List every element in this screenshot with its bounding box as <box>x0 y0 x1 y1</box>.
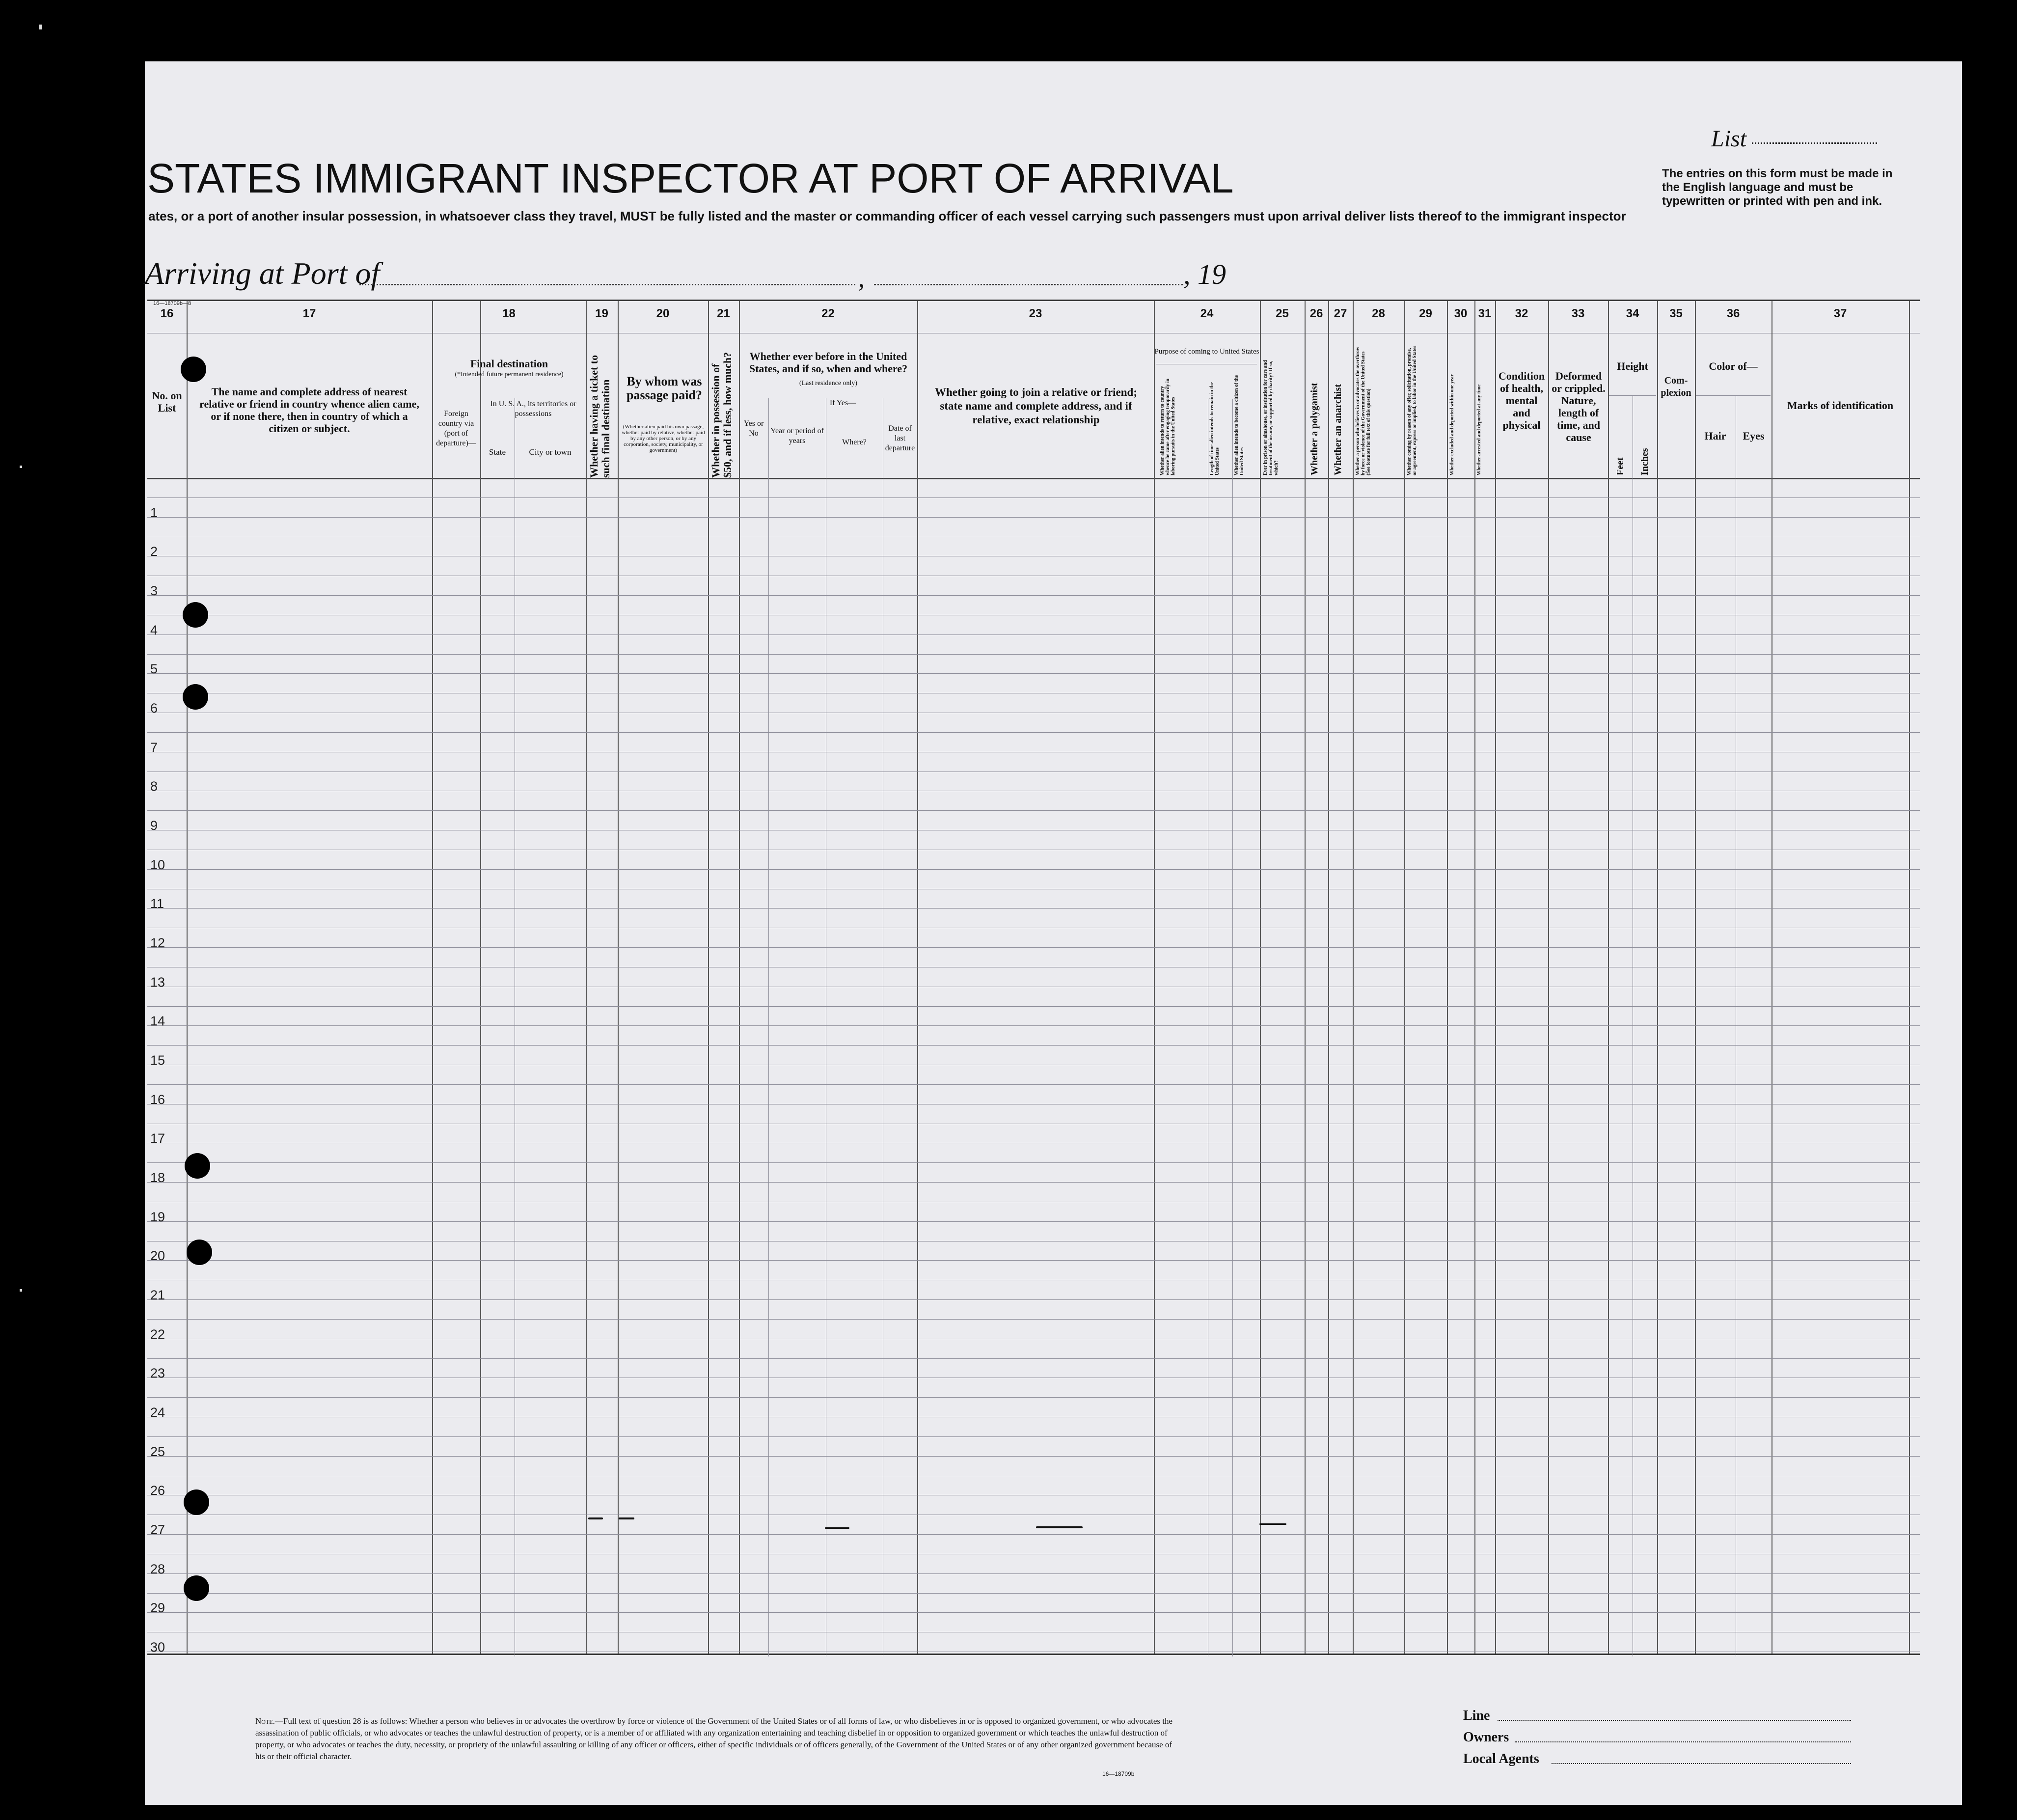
row-rule <box>147 1162 1920 1163</box>
comma: , <box>858 265 865 293</box>
form-code: 16—18709b—8 <box>153 301 191 306</box>
row-rule <box>147 1534 1920 1535</box>
col-33-label: Deformed or crippled. Nature, length of time, and cause <box>1552 370 1606 443</box>
row-rule <box>147 1299 1920 1300</box>
film-speck <box>20 1289 22 1292</box>
col-24-a: Whether alien intends to return to country whence he came after engaging temporarily in laboring pursuits in the United States <box>1160 379 1176 475</box>
row-number: 22 <box>150 1326 165 1342</box>
row-number: 2 <box>150 544 158 559</box>
row-number: 17 <box>150 1131 165 1146</box>
col-34-number: 34 <box>1626 307 1639 320</box>
col-31-number: 31 <box>1478 307 1492 320</box>
col-36-eyes: Eyes <box>1743 430 1765 442</box>
row-rule <box>147 654 1920 655</box>
row-rule <box>147 1436 1920 1437</box>
film-speck <box>39 25 42 29</box>
row-rule <box>147 634 1920 635</box>
row-number: 1 <box>150 505 158 520</box>
row-number: 28 <box>150 1561 165 1576</box>
row-rule <box>147 1045 1920 1046</box>
footer-form-code: 16—18709b <box>1102 1770 1135 1777</box>
col-18-number: 18 <box>502 307 516 320</box>
ink-mark <box>825 1527 849 1529</box>
row-number: 19 <box>150 1209 165 1224</box>
col-22-where: Where? <box>842 438 867 446</box>
col-28-label: Whether a person who believes in or advocates the overthrow by force or violence of the Government of the United States (See footnote for full text of this question) <box>1355 347 1371 475</box>
row-number: 10 <box>150 857 165 872</box>
punch-hole <box>184 1575 209 1601</box>
list-label: List <box>1711 126 1747 152</box>
col-33-number: 33 <box>1571 307 1585 320</box>
col-22-label: Whether ever before in the United States, and if so, when and where? <box>749 350 908 375</box>
row-rule <box>147 869 1920 870</box>
col-28-number: 28 <box>1372 307 1385 320</box>
col-24-c: Whether alien intends to become a citizen of the United States <box>1234 375 1245 475</box>
col-34-inches: Inches <box>1639 448 1650 475</box>
row-number: 4 <box>150 622 158 637</box>
col-22-ifyes: If Yes— <box>829 399 856 407</box>
col-36-label: Color of— <box>1709 360 1758 372</box>
col-20-sub: (Whether alien paid his own passage, whether paid by relative, whether paid by any other person, or by any corporation, society, municipality, or government) <box>622 424 705 453</box>
row-rule <box>147 732 1920 733</box>
row-rule <box>147 947 1920 948</box>
row-number: 26 <box>150 1483 165 1498</box>
row-number: 8 <box>150 779 158 794</box>
col-18-sub: (*Intended future permanent residence) <box>455 371 564 378</box>
punch-hole <box>185 1153 210 1179</box>
row-number: 14 <box>150 1014 165 1029</box>
ink-mark <box>1036 1526 1083 1528</box>
row-number: 15 <box>150 1053 165 1068</box>
col-36-number: 36 <box>1726 307 1740 320</box>
col-22-number: 22 <box>821 307 835 320</box>
row-rule <box>147 1182 1920 1183</box>
ink-mark <box>1259 1523 1286 1525</box>
col-29-number: 29 <box>1419 307 1432 320</box>
row-rule <box>147 1319 1920 1320</box>
row-number: 16 <box>150 1092 165 1107</box>
col-20-number: 20 <box>656 307 670 320</box>
row-rule <box>147 1612 1920 1613</box>
row-number: 7 <box>150 740 158 755</box>
row-rule <box>147 673 1920 674</box>
col-17-label: The name and complete address of nearest relative or friend in country whence alien came, or if none there, then in country of which a citizen or subject. <box>199 386 419 435</box>
agents-label: Local Agents <box>1463 1751 1539 1766</box>
col-35-number: 35 <box>1669 307 1683 320</box>
col-22-year: Year or period of years <box>770 427 824 445</box>
port-field[interactable] <box>359 284 855 285</box>
ink-mark <box>588 1517 603 1519</box>
row-rule <box>147 497 1920 498</box>
punch-hole <box>184 1489 209 1515</box>
list-number-field[interactable] <box>1752 142 1877 144</box>
row-number: 12 <box>150 936 165 950</box>
col-30-number: 30 <box>1454 307 1468 320</box>
line-field[interactable] <box>1498 1720 1851 1721</box>
year-prefix: , 19 <box>1183 258 1226 290</box>
footnote-lead: Note. <box>255 1716 275 1726</box>
col-35-label: Com-plexion <box>1661 375 1691 398</box>
col-18-foreign: Foreign country via (port of departure)— <box>436 410 476 447</box>
col-16-number: 16 <box>160 307 174 320</box>
row-rule <box>147 1006 1920 1007</box>
row-rule <box>147 1397 1920 1398</box>
col-16-label: No. on List <box>152 389 182 414</box>
row-rule <box>147 1593 1920 1594</box>
row-number: 18 <box>150 1170 165 1185</box>
row-number: 29 <box>150 1600 165 1616</box>
row-number: 11 <box>150 896 164 911</box>
col-22-yesno: Yes or No <box>743 419 764 438</box>
form-instructions: The entries on this form must be made in the English language and must be typewritten or printed with pen and ink. <box>1662 167 1893 208</box>
line-label: Line <box>1463 1708 1490 1723</box>
col-30-label: Whether excluded and deported within one year <box>1449 374 1455 475</box>
agents-field[interactable] <box>1552 1763 1851 1764</box>
row-number: 23 <box>150 1366 165 1381</box>
col-29-label: Whether coming by reason of any offer, solicitation, promise, or agreement, express or implied, to labor in the United States <box>1407 345 1417 475</box>
row-rule <box>147 1025 1920 1026</box>
col-20-label: By whom was passage paid? <box>627 374 702 402</box>
ink-mark <box>619 1517 634 1519</box>
owners-field[interactable] <box>1515 1741 1851 1742</box>
col-19-label: Whether having a ticket to such final destination <box>588 355 612 478</box>
row-number: 30 <box>150 1640 165 1655</box>
col-24-number: 24 <box>1200 307 1214 320</box>
row-number: 24 <box>150 1405 165 1420</box>
col-22-date: Date of last departure <box>885 424 915 452</box>
col-27-label: Whether an anarchist <box>1333 384 1343 475</box>
col-25-number: 25 <box>1276 307 1289 320</box>
row-rule <box>147 1260 1920 1261</box>
col-19-number: 19 <box>595 307 608 320</box>
punch-hole <box>183 602 208 628</box>
col-23-label: Whether going to join a relative or friend; state name and complete address, and if relative, exact relationship <box>934 386 1138 426</box>
row-rule <box>147 1456 1920 1457</box>
footnote-text: —Full text of question 28 is as follows: Whether a person who believes in or advocates the overthrow by force or violence of the Government of the United States or of all forms of law, or who disbelieves in or is opposed to organized government, or who advocates the assassination of public officials, or who advocates or teaches the unlawful destruction of property, or is a member of or affiliated with any organization entertaining and teaching disbelief in or opposition to organized government or which teaches the unlawful destruction of property, or who advocates or teaches the duty, necessity, or propriety of the unlawful assaulting or killing of any officer or officers, either of specific individuals or of officers generally, of the Government of the United States or of any other organized government because of his or their official character. <box>255 1716 1173 1761</box>
col-26-number: 26 <box>1309 307 1323 320</box>
row-rule <box>147 595 1920 596</box>
col-26-label: Whether a polygamist <box>1309 383 1320 475</box>
col-21-label: Whether in possession of $50, and if less, how much? <box>709 352 734 478</box>
col-31-label: Whether arrested and deported at any time <box>1476 384 1482 475</box>
owners-label: Owners <box>1463 1730 1509 1745</box>
row-number: 20 <box>150 1248 165 1264</box>
row-number: 9 <box>150 818 158 833</box>
row-rule <box>147 1573 1920 1574</box>
row-rule <box>147 810 1920 811</box>
col-32-number: 32 <box>1515 307 1528 320</box>
punch-hole <box>187 1240 212 1265</box>
row-number: 3 <box>150 583 158 598</box>
col-34-label: Height <box>1617 360 1648 372</box>
col-25-label: Ever in prison or almshouse, or institution for care and treatment of the insane, or supported by charity? If so, which? <box>1263 360 1279 475</box>
col-34-feet: Feet <box>1615 457 1626 475</box>
col-32-label: Condition of health, mental and physical <box>1498 370 1545 431</box>
row-number: 6 <box>150 701 158 716</box>
row-number: 27 <box>150 1522 165 1537</box>
col-37-number: 37 <box>1833 307 1847 320</box>
form-subtitle: ates, or a port of another insular possession, in whatsoever class they travel, MUST be fully listed and the master or commanding officer of each vessel carrying such passengers must upon arrival deliver lists thereof to the immigrant inspector <box>148 209 1626 223</box>
col-23-number: 23 <box>1029 307 1042 320</box>
row-rule <box>147 908 1920 909</box>
row-number: 13 <box>150 974 165 990</box>
col-18-label: Final destination <box>470 358 548 370</box>
col-36-hair: Hair <box>1704 430 1726 442</box>
row-rule <box>147 1221 1920 1222</box>
col-18-city: City or town <box>529 447 572 457</box>
footnote <box>255 1715 1178 1763</box>
row-rule <box>147 1358 1920 1359</box>
arriving-label: Arriving at Port of <box>145 256 380 291</box>
col-24-b: Length of time alien intends to remain in the United States <box>1209 382 1220 475</box>
manifest-grid <box>147 300 1920 1655</box>
row-number: 25 <box>150 1444 165 1459</box>
col-18-usa: In U. S. A., its territories or possessions <box>490 400 576 418</box>
date-field[interactable] <box>874 284 1183 285</box>
film-speck <box>20 466 22 468</box>
col-22-sub: (Last residence only) <box>799 380 858 387</box>
punch-hole <box>183 684 208 710</box>
col-24-label: Purpose of coming to United States <box>1154 348 1259 356</box>
col-17-number: 17 <box>302 307 316 320</box>
col-18-state: State <box>489 447 506 457</box>
form-title: STATES IMMIGRANT INSPECTOR AT PORT OF ARRIVAL <box>147 155 1234 201</box>
row-rule <box>147 517 1920 518</box>
col-37-label: Marks of identification <box>1787 399 1894 412</box>
punch-hole <box>181 357 206 382</box>
row-number: 5 <box>150 662 158 677</box>
row-number: 21 <box>150 1288 165 1302</box>
col-21-number: 21 <box>717 307 730 320</box>
col-27-number: 27 <box>1334 307 1347 320</box>
row-rule <box>147 1084 1920 1085</box>
